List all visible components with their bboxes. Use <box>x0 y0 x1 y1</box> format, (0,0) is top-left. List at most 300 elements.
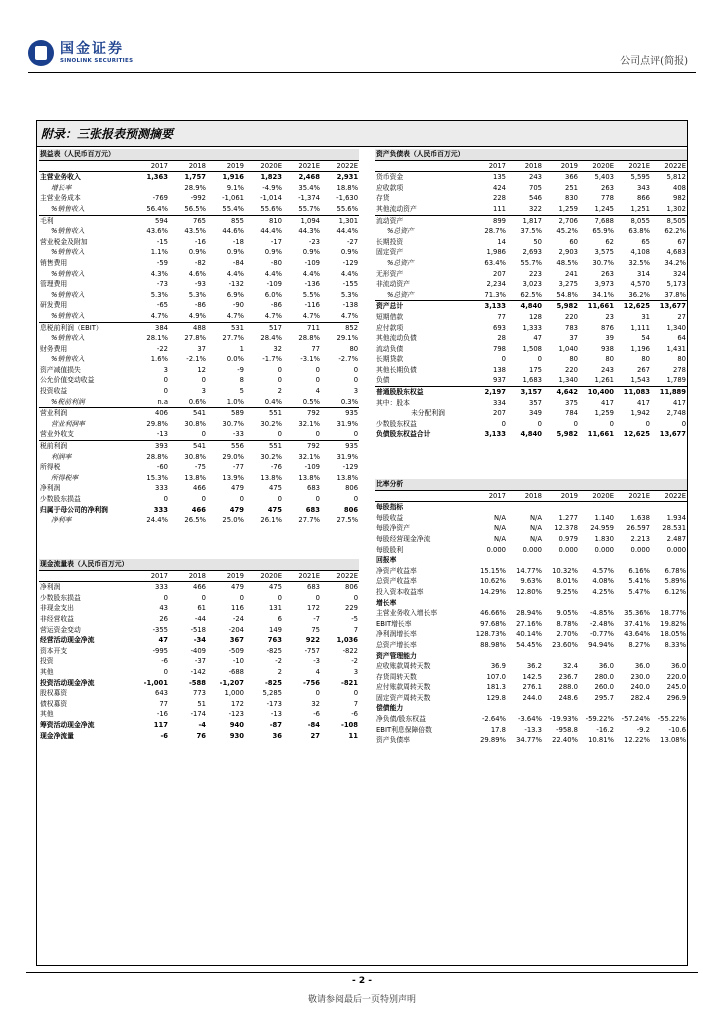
row-value: 30.2% <box>260 419 282 428</box>
row-value: 876 <box>601 323 614 332</box>
row-label: 少数股东损益 <box>40 593 81 602</box>
row-value: 2,903 <box>558 248 578 257</box>
row-label: %销售收入 <box>51 227 85 236</box>
row-value: 30.8% <box>184 452 206 461</box>
row-value: 34.2% <box>664 258 687 267</box>
row-value: 0 <box>353 689 359 698</box>
row-value: 29.1% <box>336 334 359 343</box>
table-row <box>39 311 359 322</box>
row-value: -15 <box>156 237 168 246</box>
row-value: 12.22% <box>624 736 650 745</box>
row-value: 107.0 <box>486 672 506 681</box>
row-value: 1,245 <box>594 204 614 213</box>
row-value: 0 <box>315 689 320 698</box>
row-value: 3,133 <box>471 301 507 312</box>
row-value: 0 <box>315 430 320 439</box>
row-label: 营业利润率 <box>51 419 85 428</box>
row-value: 806 <box>345 583 359 592</box>
row-value: 2.213 <box>630 534 650 543</box>
row-value: 1.0% <box>226 397 244 406</box>
row-label: 股权募资 <box>40 689 68 698</box>
row-value: -87 <box>269 720 282 729</box>
row-value: 116 <box>231 604 244 613</box>
row-value: 228 <box>493 194 506 203</box>
table-row <box>375 429 687 440</box>
row-value: -992 <box>190 194 206 203</box>
row-value: 5.89% <box>664 577 687 586</box>
row-value: 48.5% <box>556 258 578 267</box>
row-value: 65 <box>641 237 650 246</box>
row-value: 324 <box>673 269 687 278</box>
row-value <box>543 502 579 513</box>
row-value: 0 <box>163 376 168 385</box>
row-value <box>615 703 651 714</box>
row-value: 3,575 <box>594 248 614 257</box>
row-value: 1,040 <box>558 344 578 353</box>
header-divider <box>28 72 696 73</box>
row-value: 288.0 <box>558 683 578 692</box>
row-value: -3 <box>313 657 320 666</box>
row-label: 毛利 <box>39 215 131 226</box>
row-value: 0 <box>609 419 614 428</box>
table-row <box>375 354 687 365</box>
row-value: -82 <box>194 258 206 267</box>
row-label: %销售收入 <box>51 311 85 320</box>
row-value: 3 <box>353 667 359 676</box>
row-value <box>543 555 579 566</box>
row-value: 80 <box>605 355 614 364</box>
row-value: -2.64% <box>481 715 506 724</box>
row-value: 1.830 <box>594 534 614 543</box>
row-value: 1,259 <box>558 204 578 213</box>
row-label: 每股经营现金净流 <box>376 534 431 543</box>
row-value: 1.6% <box>150 355 168 364</box>
row-label: %税前利润 <box>51 397 85 406</box>
row-value <box>651 502 687 513</box>
row-value: 10,400 <box>579 387 615 398</box>
row-value: -518 <box>190 625 206 634</box>
row-value: 683 <box>305 505 320 514</box>
table-row <box>39 375 359 386</box>
row-value: 88.98% <box>480 640 506 649</box>
row-value: 5.3% <box>150 290 168 299</box>
row-value: 295.7 <box>594 693 614 702</box>
row-value: 63.8% <box>628 227 650 236</box>
row-value: 349 <box>529 409 542 418</box>
row-value: 11 <box>348 731 359 740</box>
row-value: 1,261 <box>594 376 614 385</box>
row-label: 投资活动现金净流 <box>40 678 95 687</box>
row-value: -1.7% <box>262 355 282 364</box>
table-row <box>375 375 687 386</box>
row-value: 8.78% <box>556 619 578 628</box>
row-value <box>579 502 615 513</box>
row-value: 32 <box>273 344 282 353</box>
row-value: 22.40% <box>552 736 578 745</box>
row-value: -3.64% <box>517 715 542 724</box>
table-row <box>39 515 359 526</box>
row-value: 2.70% <box>556 630 578 639</box>
row-value: 0 <box>163 667 168 676</box>
row-value: 10.32% <box>552 566 578 575</box>
row-value: 0.000 <box>630 545 650 554</box>
row-value: 31.9% <box>336 452 359 461</box>
table-row <box>375 323 687 334</box>
row-value: 314 <box>637 269 650 278</box>
row-value: -822 <box>342 646 359 655</box>
row-value: 76 <box>196 731 206 740</box>
row-value: 773 <box>193 689 206 698</box>
row-value: 1,196 <box>630 344 650 353</box>
row-label: 财务费用 <box>40 344 68 353</box>
row-value: 0.000 <box>666 545 687 554</box>
row-value: 35.4% <box>298 183 320 192</box>
year-header: 2022E <box>321 160 359 172</box>
row-value: 333 <box>155 484 168 493</box>
row-value: 10.81% <box>588 736 614 745</box>
row-value: 43.64% <box>624 630 650 639</box>
row-value: -1,630 <box>336 194 359 203</box>
row-value: 0.979 <box>558 534 578 543</box>
row-value: -995 <box>152 646 168 655</box>
row-value: 46.66% <box>480 609 506 618</box>
row-value: 408 <box>673 183 687 192</box>
table-row <box>375 183 687 194</box>
row-value <box>543 703 579 714</box>
row-value: 5.5% <box>302 290 320 299</box>
row-value: 55.7% <box>520 258 542 267</box>
row-label: 负债 <box>376 376 390 385</box>
row-value: -2 <box>275 657 282 666</box>
row-value: 1,111 <box>630 323 650 332</box>
row-value: 12.80% <box>516 587 542 596</box>
row-value: 13,677 <box>651 301 687 312</box>
table-row <box>39 397 359 408</box>
year-header: 2018 <box>507 160 543 172</box>
row-value: 3 <box>163 365 168 374</box>
row-value: 97.68% <box>480 619 506 628</box>
table-row <box>375 534 687 545</box>
row-value: 0 <box>353 365 359 374</box>
table-row <box>39 354 359 365</box>
appendix-frame <box>36 120 688 966</box>
row-value: 0 <box>201 495 206 503</box>
row-label: 营运资金变动 <box>40 625 81 634</box>
row-value <box>471 651 507 662</box>
row-value <box>615 651 651 662</box>
row-value: 13.08% <box>660 736 687 745</box>
row-label: 归属于母公司的净利润 <box>40 505 108 514</box>
row-value: 5,595 <box>630 173 650 182</box>
table-row <box>39 419 359 430</box>
row-label: 非现金支出 <box>40 604 74 613</box>
row-value: 0.000 <box>522 545 542 554</box>
row-value: 9.1% <box>226 183 244 192</box>
row-value: 28 <box>497 334 506 343</box>
row-value: 2,468 <box>298 173 320 182</box>
row-label: 其他 <box>40 667 54 676</box>
row-value <box>471 703 507 714</box>
table-row <box>39 279 359 290</box>
table-row <box>375 714 687 725</box>
row-value: -4 <box>198 720 206 729</box>
row-value: 27.5% <box>336 516 359 525</box>
row-value: -1,374 <box>298 194 320 203</box>
year-header: 2018 <box>169 570 207 582</box>
row-label: %销售收入 <box>51 355 85 364</box>
row-value: 244.0 <box>522 693 542 702</box>
row-value: 18.8% <box>336 183 359 192</box>
row-value: 29.8% <box>146 419 168 428</box>
row-value: 223 <box>529 269 542 278</box>
row-value: 28.7% <box>484 227 506 236</box>
row-value: 5,403 <box>594 173 614 182</box>
row-label: 每股指标 <box>376 503 404 512</box>
row-label: %总资产 <box>387 227 414 236</box>
row-value: 935 <box>321 441 359 452</box>
row-value: 417 <box>637 398 650 407</box>
row-value: 0 <box>277 495 282 503</box>
row-value: -23 <box>308 237 320 246</box>
row-value: 0.000 <box>594 545 614 554</box>
row-value: 375 <box>565 398 578 407</box>
table-row <box>39 699 359 710</box>
row-value: 0 <box>277 376 282 385</box>
year-header: 2021E <box>283 160 321 172</box>
table-row <box>375 587 687 598</box>
row-value: 4.7% <box>302 311 320 320</box>
row-value: 4.08% <box>592 577 614 586</box>
row-value <box>507 502 543 513</box>
row-value: 4.4% <box>302 269 320 278</box>
row-label: 存货 <box>376 194 390 203</box>
table-row <box>39 635 359 646</box>
row-value: 0 <box>163 387 168 396</box>
row-value: 1.1% <box>150 248 168 257</box>
table-row <box>375 693 687 704</box>
row-value: 32.1% <box>298 452 320 461</box>
row-value: 54.8% <box>556 290 578 299</box>
row-label: 固定资产 <box>376 248 404 257</box>
row-value: 0.6% <box>188 397 206 406</box>
row-label: 投入资本收益率 <box>376 587 424 596</box>
year-header: 2019 <box>207 570 245 582</box>
row-value: 5,982 <box>543 301 579 312</box>
row-value: -37 <box>194 657 206 666</box>
row-value: 45.2% <box>556 227 578 236</box>
row-value: 37.41% <box>624 619 650 628</box>
table-row <box>39 656 359 667</box>
row-value: -142 <box>190 667 206 676</box>
row-value: 17.8 <box>490 725 506 734</box>
row-value: 852 <box>321 322 359 333</box>
table-row <box>39 333 359 344</box>
row-value: 12.378 <box>554 524 578 533</box>
row-value <box>651 651 687 662</box>
year-header: 2020E <box>579 490 615 502</box>
row-value: 62.2% <box>664 227 687 236</box>
row-label: 回报率 <box>376 556 397 565</box>
table-row <box>39 204 359 215</box>
row-label: %销售收入 <box>51 269 85 278</box>
row-value: -109 <box>304 463 320 472</box>
row-value: 9.05% <box>556 609 578 618</box>
table-row <box>39 614 359 625</box>
row-value: 3,023 <box>522 280 542 289</box>
row-value: 80 <box>677 355 687 364</box>
row-value: 384 <box>131 322 169 333</box>
row-value: 39 <box>605 334 614 343</box>
row-value: 34.1% <box>592 290 614 299</box>
row-value: 181.3 <box>486 683 506 692</box>
row-value: 7 <box>353 699 359 708</box>
year-header: 2020E <box>579 160 615 172</box>
row-value: 62.5% <box>520 290 542 299</box>
row-value: 0 <box>277 365 282 374</box>
row-label: 净资产收益率 <box>376 566 417 575</box>
row-value: 13.8% <box>260 473 282 482</box>
row-value: 12,625 <box>615 301 651 312</box>
row-value: 40.14% <box>516 630 542 639</box>
row-value: 64 <box>677 334 687 343</box>
row-value: N/A <box>529 513 542 522</box>
row-value: 940 <box>229 720 244 729</box>
row-value: 1,363 <box>146 173 168 182</box>
row-value: -6 <box>313 710 320 719</box>
year-header: 2017 <box>471 160 507 172</box>
table-row <box>39 441 359 452</box>
row-value: 0 <box>645 419 650 428</box>
row-label: 资本开支 <box>40 646 68 655</box>
row-value: 541 <box>169 408 207 419</box>
row-value: 6.0% <box>264 290 282 299</box>
row-value: -688 <box>228 667 244 676</box>
row-value: -0.77% <box>589 630 614 639</box>
row-value: 50 <box>533 237 542 246</box>
row-value: 28.8% <box>146 452 168 461</box>
row-value <box>471 502 507 513</box>
year-header: 2021E <box>615 490 651 502</box>
table-row <box>375 513 687 524</box>
year-header: 2017 <box>471 490 507 502</box>
row-value: -27 <box>346 237 359 246</box>
row-value: 230.0 <box>630 672 650 681</box>
table-row <box>375 387 687 398</box>
report-type: 公司点评(简报) <box>620 56 688 67</box>
row-value: -1,014 <box>260 194 282 203</box>
table-row <box>375 344 687 355</box>
row-value: 2.487 <box>666 534 687 543</box>
row-value <box>651 555 687 566</box>
row-value: -80 <box>270 258 282 267</box>
year-header: 2021E <box>283 570 321 582</box>
row-value: 0 <box>163 593 168 602</box>
row-value: 14.29% <box>480 587 506 596</box>
row-label: 长期贷款 <box>376 355 404 364</box>
table-row <box>39 625 359 636</box>
row-value: 5.3% <box>340 290 359 299</box>
row-value: 27.16% <box>516 619 542 628</box>
row-value: 4.7% <box>264 311 282 320</box>
logo-name-en: SINOLINK SECURITIES <box>60 58 134 64</box>
row-value: 28.9% <box>184 183 206 192</box>
row-value: 0 <box>277 593 282 602</box>
row-value: 77 <box>497 312 506 321</box>
row-value: 36 <box>272 731 282 740</box>
row-value: 11,083 <box>615 387 651 398</box>
row-value: 8.33% <box>664 640 687 649</box>
row-value: 128 <box>529 312 542 321</box>
row-value: 1,251 <box>630 204 650 213</box>
row-value: 0 <box>315 495 320 503</box>
page-header <box>0 0 724 90</box>
row-value <box>651 703 687 714</box>
row-value: 280.0 <box>594 672 614 681</box>
row-value: -757 <box>304 646 320 655</box>
table-row <box>375 725 687 736</box>
row-label: 所得税率 <box>51 473 79 482</box>
row-value: 0 <box>277 430 282 439</box>
row-value: 77 <box>311 344 320 353</box>
row-value: 36.0 <box>670 662 687 671</box>
row-value: 4,108 <box>630 248 650 257</box>
row-label: %总资产 <box>387 290 414 299</box>
row-value: 531 <box>207 322 245 333</box>
row-value: 0 <box>573 419 578 428</box>
table-row <box>39 429 359 440</box>
row-value: 111 <box>493 204 506 213</box>
row-value: N/A <box>529 524 542 533</box>
table-row <box>39 452 359 463</box>
row-value: -132 <box>228 280 244 289</box>
row-value: 1,683 <box>522 376 542 385</box>
row-label: %销售收入 <box>51 204 85 213</box>
row-value: 2,706 <box>543 215 579 226</box>
row-value: 366 <box>565 173 578 182</box>
row-value: 207 <box>493 409 506 418</box>
row-value: 37.5% <box>520 227 542 236</box>
table-row <box>375 640 687 651</box>
row-value: 27.8% <box>184 334 206 343</box>
row-value: 54 <box>641 334 650 343</box>
row-value: 36.0 <box>598 662 614 671</box>
row-label: %销售收入 <box>51 334 85 343</box>
row-value: 1,302 <box>666 204 687 213</box>
year-header: 2020E <box>245 160 283 172</box>
row-value: 8.27% <box>628 640 650 649</box>
row-value: -9 <box>237 365 244 374</box>
row-value: 13.8% <box>184 473 206 482</box>
row-value: 783 <box>565 323 578 332</box>
year-header: 2019 <box>207 160 245 172</box>
row-label: %销售收入 <box>51 248 85 257</box>
row-value: -19.93% <box>549 715 578 724</box>
table-row <box>375 672 687 683</box>
table-title: 损益表（人民币百万元） <box>39 149 359 160</box>
row-value: 810 <box>245 215 283 226</box>
row-value: 220 <box>565 312 578 321</box>
row-value: -16 <box>194 237 206 246</box>
table-row <box>375 523 687 534</box>
row-value: 31 <box>641 312 650 321</box>
row-value: -1,001 <box>143 678 168 687</box>
row-value: 263 <box>601 183 614 192</box>
table-row <box>375 555 687 566</box>
table-row <box>375 598 687 609</box>
row-value: 5,285 <box>262 689 282 698</box>
row-label: 经营活动现金净流 <box>40 636 95 645</box>
row-value: 35.36% <box>624 609 650 618</box>
